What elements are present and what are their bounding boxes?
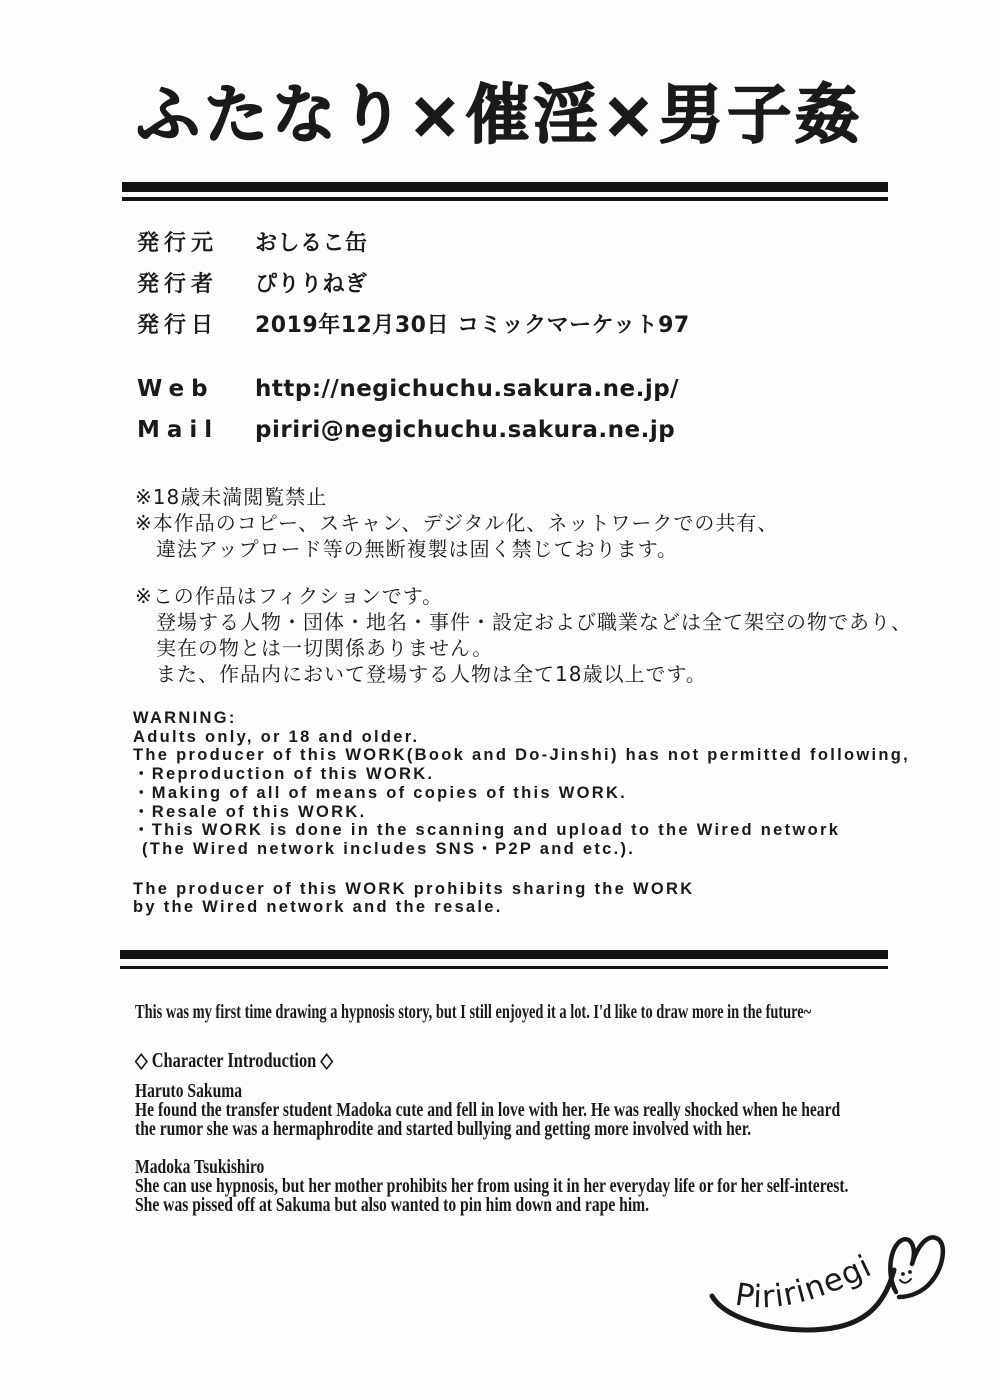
signature-doodle <box>690 1230 980 1340</box>
character-description-line: She was pissed off at Sakuma but also wanted to pin him down and rape him. <box>135 1194 650 1216</box>
character-description-line: He found the transfer student Madoka cute and fell in love with her. He was really shocked when he heard <box>135 1099 841 1121</box>
no-copies-line: ・Making of all of means of copies of this WORK. <box>133 783 628 802</box>
age-restriction-line: ※18歳未満閲覧禁止 <box>135 485 328 509</box>
publisher-value: おしるこ缶 <box>255 231 368 256</box>
english-warning <box>133 709 910 917</box>
signature-text: Piririnegi <box>732 1248 878 1316</box>
mail-row <box>137 417 679 458</box>
character-name: Haruto Sakuma <box>135 1080 243 1102</box>
mail-address-text: piriri@negichuchu.sakura.ne.jp <box>255 417 676 443</box>
heart-doodle-icon <box>890 1237 943 1297</box>
publication-date-row <box>137 308 690 349</box>
author-value: ぴりりねぎ <box>255 272 368 297</box>
web-label: Web <box>137 376 215 402</box>
fiction-disclaimer <box>135 583 912 687</box>
warning-footer <box>133 880 910 917</box>
heart-face-dot <box>901 1272 905 1276</box>
publication-info <box>137 226 690 349</box>
fictional-entities-line: 登場する人物・団体・地名・事件・設定および職業などは全て架空の物であり、 <box>156 610 912 634</box>
japanese-notices <box>135 484 912 687</box>
character-description-line: She can use hypnosis, but her mother prohibits her from using it in her everyday life or for her self-interest. <box>135 1175 849 1197</box>
afterword-text: This was my first time drawing a hypnosis story, but I still enjoyed it a lot. I'd like to draw more in the future~ <box>135 1001 812 1023</box>
prohibits-sharing-line: The producer of this WORK prohibits sharing the WORK <box>133 879 695 898</box>
author-label: 発行者 <box>137 272 219 297</box>
no-reproduction-line: ・Reproduction of this WORK. <box>133 765 435 784</box>
heart-face-mouth <box>900 1279 911 1283</box>
publisher-row <box>137 226 690 267</box>
web-url-text: http://negichuchu.sakura.ne.jp/ <box>255 376 680 402</box>
age-of-characters-line: また、作品内において登場する人物は全て18歳以上です。 <box>156 662 707 686</box>
by-wired-network-line: by the Wired network and the resale. <box>133 898 503 917</box>
mail-label: Mail <box>137 417 220 443</box>
divider-thick-top <box>122 182 888 192</box>
character-name: Madoka Tsukishiro <box>135 1156 265 1178</box>
no-upload-en-line: ・This WORK is done in the scanning and upload to the Wired network <box>133 821 841 840</box>
no-copy-line: ※本作品のコピー、スキャン、デジタル化、ネットワークでの共有、 <box>135 511 779 535</box>
character-intro-heading: ◇ Character Introduction ◇ <box>135 1048 333 1072</box>
no-upload-line: 違法アップロード等の無断複製は固く禁じております。 <box>156 537 678 561</box>
publisher-label: 発行元 <box>137 231 219 256</box>
character-haruto-block <box>135 1082 840 1139</box>
adults-only-line: Adults only, or 18 and older. <box>133 727 420 746</box>
character-description-line: the rumor she was a hermaphrodite and started bullying and getting more involved with her. <box>135 1118 752 1140</box>
warning-heading: WARNING: <box>133 709 237 727</box>
author-row <box>137 267 690 308</box>
page-title: ふたなり×催淫×男子姦 <box>136 79 864 153</box>
wired-network-note-line: (The Wired network includes SNS・P2P and etc.). <box>142 839 636 858</box>
artist-signature <box>690 1230 980 1340</box>
web-row <box>137 376 679 417</box>
copy-prohibition-notice <box>135 484 912 562</box>
divider-thin-bottom <box>120 966 888 969</box>
not-permitted-line: The producer of this WORK(Book and Do-Jinshi) has not permitted following, <box>133 746 911 765</box>
divider-thin-top <box>122 197 888 201</box>
character-madoka-block <box>135 1158 848 1215</box>
fiction-line: ※この作品はフィクションです。 <box>135 584 444 608</box>
no-resale-line: ・Resale of this WORK. <box>133 802 367 821</box>
contact-info <box>137 376 679 458</box>
publication-date-value: 2019年12月30日 コミックマーケット97 <box>255 313 690 338</box>
svg-text:Piririnegi <box>733 1248 878 1315</box>
divider-thick-bottom <box>120 950 888 959</box>
heart-face-dot <box>908 1270 912 1274</box>
publication-date-label: 発行日 <box>137 313 219 338</box>
no-relation-line: 実在の物とは一切関係ありません。 <box>156 636 494 660</box>
